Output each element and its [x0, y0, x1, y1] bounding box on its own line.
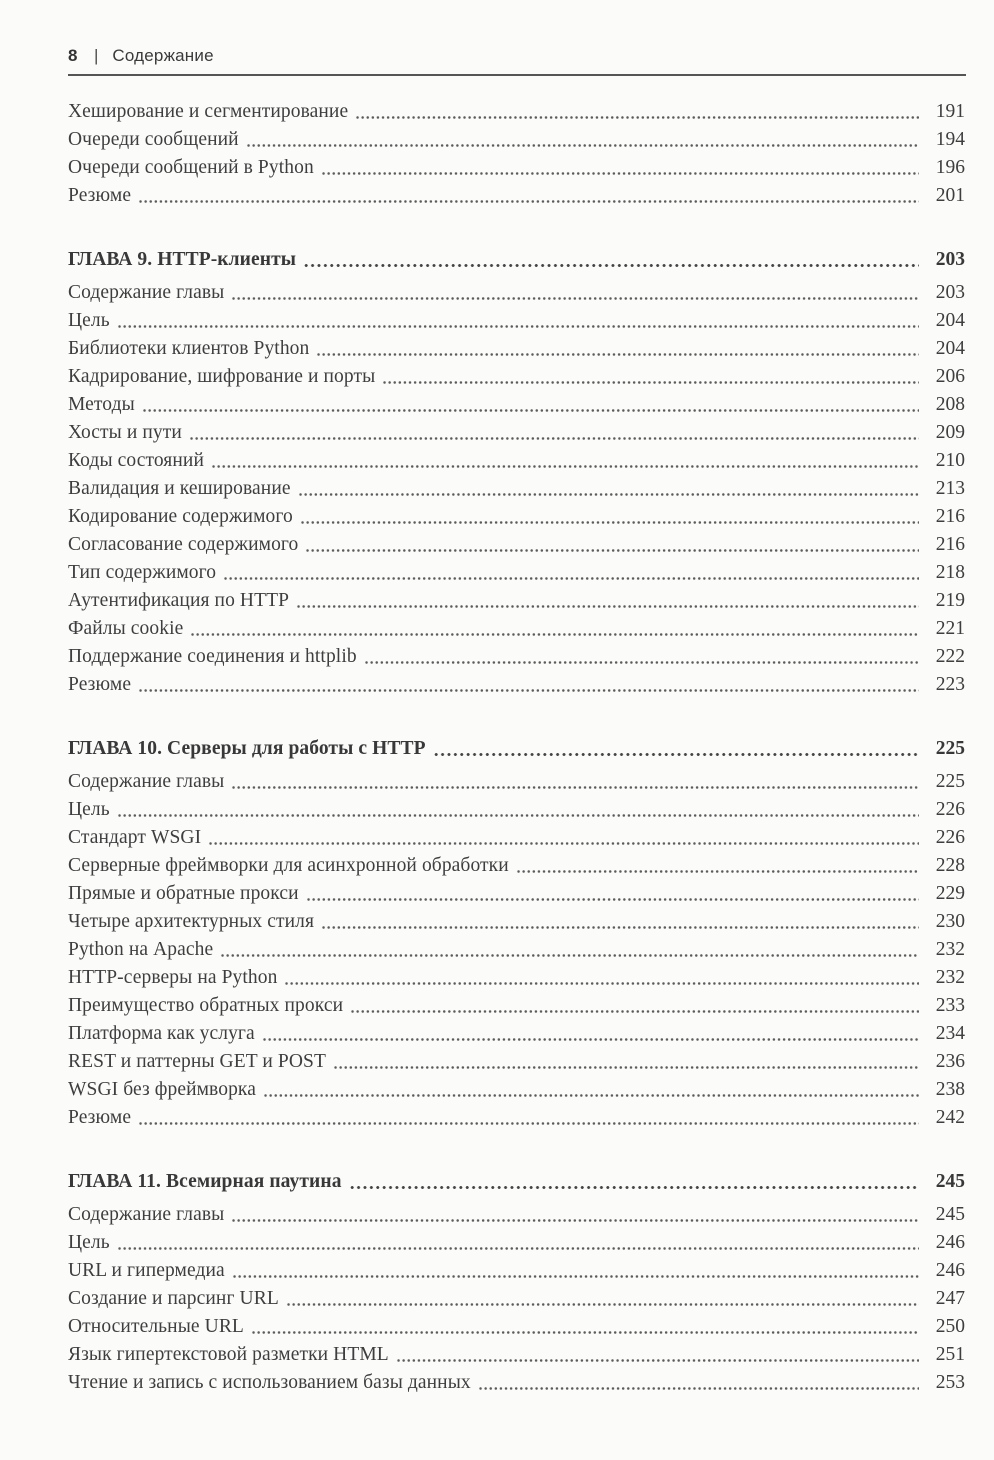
- toc-entry-page: 221: [935, 618, 965, 639]
- toc-entry-title: Очереди сообщений в Python: [68, 157, 314, 178]
- chapter-heading: [68, 735, 965, 763]
- toc-entry-page: 228: [935, 855, 965, 876]
- entry-list: [68, 98, 965, 210]
- toc-entry: [68, 559, 965, 587]
- dot-leader: [433, 735, 919, 763]
- toc-entry: [68, 1313, 965, 1341]
- dot-leader: [189, 419, 919, 447]
- toc-entry-title: Очереди сообщений: [68, 129, 239, 150]
- toc-entry-title: Резюме: [68, 1107, 132, 1128]
- toc-entry-page: 222: [935, 646, 965, 667]
- toc-entry-page: 208: [935, 394, 965, 415]
- toc-entry-page: 216: [935, 506, 965, 527]
- toc-entry-page: 203: [935, 282, 965, 303]
- dot-leader: [208, 824, 919, 852]
- dot-leader: [286, 1285, 919, 1313]
- toc-entry-title: Хеширование и сегментирование: [68, 101, 349, 122]
- toc-entry-page: 225: [935, 771, 965, 792]
- dot-leader: [298, 475, 919, 503]
- dot-leader: [262, 1020, 919, 1048]
- toc-entry-title: Стандарт WSGI: [68, 827, 202, 848]
- toc-entry-page: 242: [935, 1107, 965, 1128]
- dot-leader: [300, 503, 919, 531]
- toc-entry-page: 250: [935, 1316, 965, 1337]
- chapter-heading-title: ГЛАВА 10. Серверы для работы с HTTP: [68, 738, 426, 759]
- page-number: 8: [68, 46, 78, 65]
- toc-chapter-group: [68, 735, 965, 1132]
- toc-entry: [68, 768, 965, 796]
- toc-entry-title: Относительные URL: [68, 1316, 244, 1337]
- toc-entry-page: 204: [935, 310, 965, 331]
- dot-leader: [117, 307, 919, 335]
- dot-leader: [138, 182, 919, 210]
- dot-leader: [138, 671, 919, 699]
- toc-entry: [68, 1341, 965, 1369]
- toc-entry: [68, 615, 965, 643]
- toc-entry-title: Библиотеки клиентов Python: [68, 338, 310, 359]
- toc-entry-page: 236: [935, 1051, 965, 1072]
- dot-leader: [333, 1048, 919, 1076]
- toc-entry: [68, 992, 965, 1020]
- dot-leader: [232, 1257, 919, 1285]
- toc-entry: [68, 587, 965, 615]
- toc-entry: [68, 475, 965, 503]
- toc-entry: [68, 1048, 965, 1076]
- toc-entry-title: Поддержание соединения и httplib: [68, 646, 357, 667]
- toc-entry-title: HTTP-серверы на Python: [68, 967, 278, 988]
- toc-entry: [68, 391, 965, 419]
- dot-leader: [306, 880, 919, 908]
- toc-entry-title: Содержание главы: [68, 1204, 225, 1225]
- dot-leader: [263, 1076, 919, 1104]
- toc-entry-title: Коды состояний: [68, 450, 204, 471]
- toc-entry-page: 245: [935, 1204, 965, 1225]
- toc-entry-title: Кадрирование, шифрование и порты: [68, 366, 376, 387]
- toc-entry: [68, 154, 965, 182]
- toc-entry-page: 206: [935, 366, 965, 387]
- toc-entry: [68, 126, 965, 154]
- toc-entry-page: 251: [935, 1344, 965, 1365]
- toc-entry-page: 246: [935, 1232, 965, 1253]
- dot-leader: [516, 852, 919, 880]
- toc-entry-page: 219: [935, 590, 965, 611]
- toc-entry-page: 196: [935, 157, 965, 178]
- toc-entry: [68, 824, 965, 852]
- toc-entry: [68, 643, 965, 671]
- toc-entry: [68, 1020, 965, 1048]
- toc-entry: [68, 98, 965, 126]
- toc-entry-title: Серверные фреймворки для асинхронной обработки: [68, 855, 509, 876]
- toc-entry-title: Аутентификация по HTTP: [68, 590, 290, 611]
- toc-entry-title: Цель: [68, 799, 110, 820]
- toc-chapter-group: [68, 98, 965, 210]
- toc-entry-page: 238: [935, 1079, 965, 1100]
- toc-entry: [68, 279, 965, 307]
- toc-entry-page: 247: [935, 1288, 965, 1309]
- toc-entry: [68, 447, 965, 475]
- toc-entry-title: Кодирование содержимого: [68, 506, 293, 527]
- toc-entry-page: 216: [935, 534, 965, 555]
- toc-entry: [68, 1076, 965, 1104]
- toc-entry-page: 246: [935, 1260, 965, 1281]
- toc-list: [68, 98, 965, 1397]
- dot-leader: [296, 587, 919, 615]
- toc-entry-page: 226: [935, 827, 965, 848]
- dot-leader: [117, 1229, 919, 1257]
- toc-entry-page: 201: [935, 185, 965, 206]
- toc-entry: [68, 796, 965, 824]
- toc-entry-title: Согласование содержимого: [68, 534, 299, 555]
- chapter-heading-page: 245: [935, 1171, 965, 1192]
- toc-entry-title: Резюме: [68, 674, 132, 695]
- toc-entry-title: Четыре архитектурных стиля: [68, 911, 315, 932]
- toc-entry-page: 194: [935, 129, 965, 150]
- dot-leader: [211, 447, 919, 475]
- dot-leader: [138, 1104, 919, 1132]
- toc-entry-page: 210: [935, 450, 965, 471]
- toc-entry-title: Прямые и обратные прокси: [68, 883, 299, 904]
- entry-list: [68, 1201, 965, 1397]
- toc-entry: [68, 182, 965, 210]
- toc-entry-page: 234: [935, 1023, 965, 1044]
- dot-leader: [355, 98, 919, 126]
- toc-entry-title: Создание и парсинг URL: [68, 1288, 279, 1309]
- toc-entry: [68, 936, 965, 964]
- toc-entry: [68, 908, 965, 936]
- toc-entry-title: URL и гипермедиа: [68, 1260, 225, 1281]
- toc-entry-page: 230: [935, 911, 965, 932]
- toc-entry: [68, 1257, 965, 1285]
- toc-chapter-group: [68, 246, 965, 699]
- toc-entry-title: Методы: [68, 394, 135, 415]
- toc-entry-page: 253: [935, 1372, 965, 1393]
- dot-leader: [382, 363, 919, 391]
- dot-leader: [251, 1313, 919, 1341]
- dot-leader: [478, 1369, 919, 1397]
- toc-entry-title: Цель: [68, 1232, 110, 1253]
- header-title: Содержание: [112, 46, 214, 65]
- toc-entry-title: Цель: [68, 310, 110, 331]
- toc-entry: [68, 1201, 965, 1229]
- dot-leader: [117, 796, 919, 824]
- toc-entry-page: 213: [935, 478, 965, 499]
- toc-entry: [68, 880, 965, 908]
- dot-leader: [316, 335, 919, 363]
- toc-entry-title: Язык гипертекстовой разметки HTML: [68, 1344, 389, 1365]
- toc-entry-page: 233: [935, 995, 965, 1016]
- toc-entry-title: Преимущество обратных прокси: [68, 995, 344, 1016]
- toc-entry-page: 209: [935, 422, 965, 443]
- toc-entry: [68, 1104, 965, 1132]
- toc-entry-page: 191: [935, 101, 965, 122]
- toc-entry-title: WSGI без фреймворка: [68, 1079, 256, 1100]
- dot-leader: [305, 531, 919, 559]
- chapter-heading: [68, 1168, 965, 1196]
- chapter-heading-title: ГЛАВА 11. Всемирная паутина: [68, 1171, 342, 1192]
- toc-entry: [68, 1369, 965, 1397]
- chapter-heading: [68, 246, 965, 274]
- toc-entry-title: Валидация и кеширование: [68, 478, 291, 499]
- toc-entry: [68, 1285, 965, 1313]
- chapter-heading-page: 225: [935, 738, 965, 759]
- dot-leader: [190, 615, 919, 643]
- toc-entry: [68, 671, 965, 699]
- entry-list: [68, 768, 965, 1132]
- toc-entry: [68, 363, 965, 391]
- toc-entry-page: 226: [935, 799, 965, 820]
- toc-entry: [68, 1229, 965, 1257]
- chapter-heading-title: ГЛАВА 9. HTTP-клиенты: [68, 249, 297, 270]
- toc-entry-page: 218: [935, 562, 965, 583]
- toc-entry-page: 204: [935, 338, 965, 359]
- dot-leader: [231, 279, 919, 307]
- toc-chapter-group: [68, 1168, 965, 1397]
- entry-list: [68, 279, 965, 699]
- header-separator-bar: |: [93, 46, 99, 65]
- toc-entry: [68, 503, 965, 531]
- page-header: [68, 46, 966, 76]
- toc-entry-page: 223: [935, 674, 965, 695]
- dot-leader: [220, 936, 919, 964]
- toc-entry: [68, 852, 965, 880]
- toc-entry: [68, 964, 965, 992]
- dot-leader: [142, 391, 919, 419]
- dot-leader: [396, 1341, 919, 1369]
- toc-entry-title: Тип содержимого: [68, 562, 217, 583]
- toc-entry-title: Python на Apache: [68, 939, 214, 960]
- toc-entry-page: 229: [935, 883, 965, 904]
- toc-entry: [68, 419, 965, 447]
- toc-entry-title: Хосты и пути: [68, 422, 182, 443]
- dot-leader: [364, 643, 919, 671]
- toc-entry-page: 232: [935, 939, 965, 960]
- dot-leader: [303, 246, 919, 274]
- toc-entry: [68, 307, 965, 335]
- toc-entry-title: Содержание главы: [68, 282, 225, 303]
- dot-leader: [246, 126, 919, 154]
- dot-leader: [321, 908, 919, 936]
- dot-leader: [231, 768, 919, 796]
- toc-entry: [68, 531, 965, 559]
- toc-entry-title: Резюме: [68, 185, 132, 206]
- dot-leader: [350, 992, 919, 1020]
- chapter-heading-page: 203: [935, 249, 965, 270]
- dot-leader: [349, 1168, 919, 1196]
- toc-entry-title: Платформа как услуга: [68, 1023, 255, 1044]
- dot-leader: [223, 559, 919, 587]
- toc-entry-title: Файлы cookie: [68, 618, 184, 639]
- toc-entry: [68, 335, 965, 363]
- toc-entry-title: Содержание главы: [68, 771, 225, 792]
- dot-leader: [231, 1201, 919, 1229]
- dot-leader: [321, 154, 919, 182]
- toc-entry-page: 232: [935, 967, 965, 988]
- dot-leader: [284, 964, 919, 992]
- toc-entry-title: Чтение и запись с использованием базы данных: [68, 1372, 471, 1393]
- toc-entry-title: REST и паттерны GET и POST: [68, 1051, 326, 1072]
